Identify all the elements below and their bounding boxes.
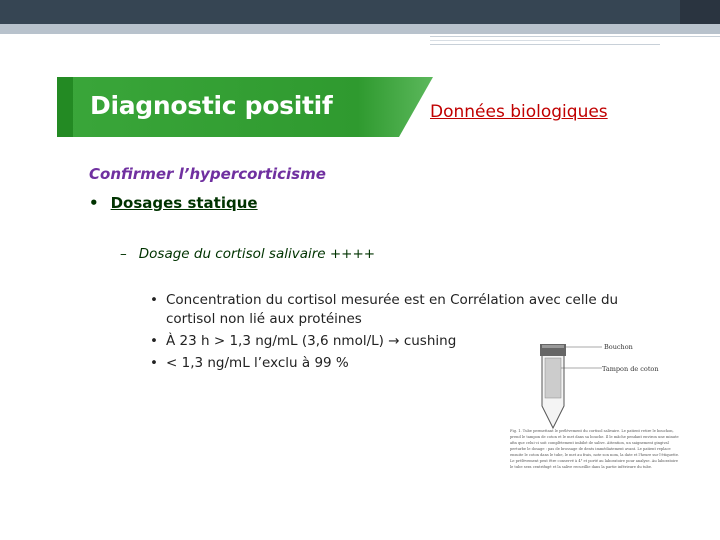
bullet-dot-icon: • [89,194,99,212]
decorative-lines [430,34,720,46]
top-bar-accent [680,0,720,24]
page-title: Diagnostic positif [90,91,333,120]
bullet-text: < 1,3 ng/mL l’exclu à 99 % [166,355,349,371]
cotton-swab-shape [545,358,561,398]
cap-label: Bouchon [604,343,633,351]
cotton-label: Tampon de coton [602,365,659,373]
bullet-label: Dosage du cortisol salivaire ++++ [138,246,376,262]
bullet-text: cortisol non lié aux protéines [166,311,362,327]
top-bar [0,0,720,24]
bullet-label: Dosages statique [110,194,258,212]
figure-caption: Fig. 1. Tube permettant le prélèvement du cortisol salivaire. Le patient retire le bouchon, prend le tampon de coton et le met dans sa bouche. Il le mâche pendant environ une minute afin que celui-ci soit complètement imbibé de salive. Attention, un saignement gingival perturbe le dosage : pas de brossage de dents immédiatement avant. Le patient replace ensuite le coton dans le tube, le met au frais, note son nom, la date et l'heure sur l'étiquette. Le prélèvement peut être conservé à 4° et porté au laboratoire pour analyse. Au laboratoire le tube sera centrifugé et la salive recueillie dans la partie inférieure du tube. [510,429,680,469]
dash-icon: – [120,246,127,262]
bullet-level-2 [120,246,375,262]
bullet-text: Concentration du cortisol mesurée est en Corrélation avec celle du [166,292,619,308]
top-strip [0,24,720,34]
bullet-dot-icon: • [150,333,158,349]
bullet-text: À 23 h > 1,3 ng/mL (3,6 nmol/L) → cushing [166,333,457,349]
page-subtitle: Données biologiques [430,102,608,122]
section-title: Confirmer l’hypercorticisme [89,165,326,183]
bullet-dot-icon: • [150,355,158,371]
bullet-dot-icon: • [150,292,158,308]
bullet-level-1 [89,194,258,212]
